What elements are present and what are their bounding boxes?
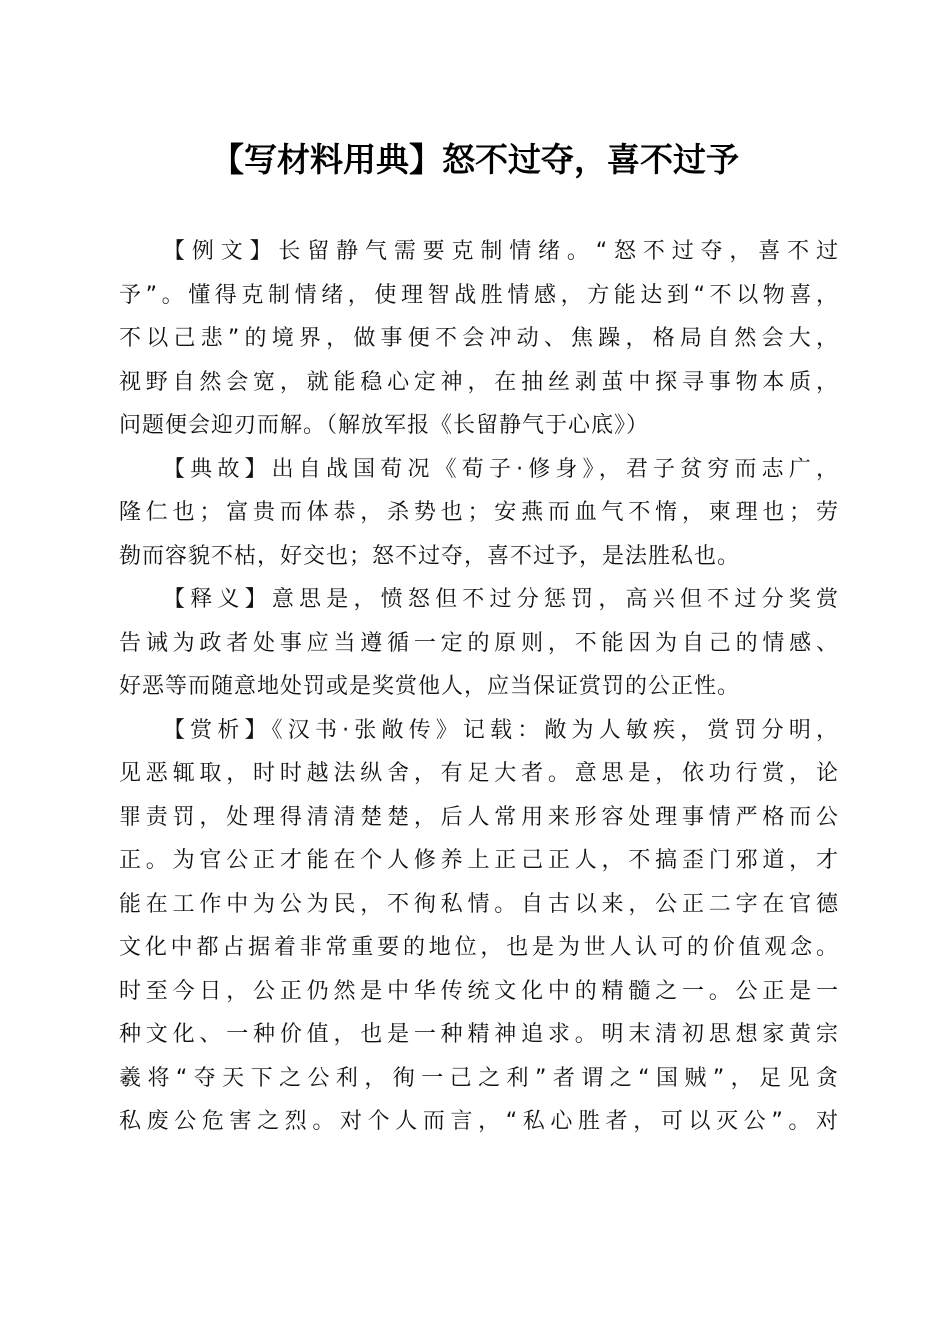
paragraph-meaning (119, 578, 839, 709)
paragraph-line: 文化中都占据着非常重要的地位，也是为世人认可的价值观念。 (119, 935, 839, 960)
paragraph-line: 【释义】意思是，愤怒但不过分惩罚，高兴但不过分奖赏 (163, 587, 839, 612)
paragraph-line: 告诫为政者处事应当遵循一定的原则，不能因为自己的情感、 (119, 630, 839, 656)
paragraph-line: 不以己悲”的境界，做事便不会冲动、焦躁，格局自然会大， (119, 326, 839, 351)
paragraph-line: 视野自然会宽，就能稳心定神，在抽丝剥茧中探寻事物本质， (119, 369, 839, 395)
paragraph-line: 【赏析】《汉书·张敞传》记载：敞为人敏疾，赏罚分明， (163, 717, 839, 743)
paragraph-line: 种文化、一种价值，也是一种精神追求。明末清初思想家黄宗 (119, 1022, 839, 1047)
paragraph-allusion (119, 448, 839, 579)
document-title: 【写材料用典】怒不过夺，喜不过予 (211, 140, 739, 179)
paragraph-line: 正。为官公正才能在个人修养上正己正人，不搞歪门邪道，才 (119, 848, 839, 873)
paragraph-line: 罪责罚，处理得清清楚楚，后人常用来形容处理事情严格而公 (119, 804, 839, 830)
paragraph-line: 见恶辄取，时时越法纵舍，有足大者。意思是，依功行赏，论 (119, 761, 839, 786)
paragraph-line: 隆仁也；富贵而体恭，杀势也；安燕而血气不惰，柬理也；劳 (119, 500, 839, 525)
paragraph-line: 【例文】长留静气需要克制情绪。“怒不过夺，喜不过 (163, 239, 839, 264)
paragraph-line: 能在工作中为公为民，不徇私情。自古以来，公正二字在官德 (119, 891, 839, 917)
paragraph-analysis (119, 709, 839, 1144)
paragraph-line: 好恶等而随意地处罚或是奖赏他人，应当保证赏罚的公正性。 (119, 674, 741, 699)
paragraph-line: 问题便会迎刃而解。（解放军报《长留静气于心底》） (119, 413, 650, 438)
document-body (119, 230, 839, 1144)
paragraph-example (119, 230, 839, 448)
paragraph-line: 【典故】出自战国荀况《荀子·修身》，君子贫穷而志广， (163, 456, 839, 482)
paragraph-line: 勌而容貌不枯，好交也；怒不过夺，喜不过予，是法胜私也。 (119, 543, 741, 569)
paragraph-line: 予”。懂得克制情绪，使理智战胜情感，方能达到“不以物喜， (119, 282, 839, 308)
paragraph-line: 羲将“夺天下之公利，徇一己之利”者谓之“国贼”，足见贪 (119, 1065, 839, 1091)
paragraph-line: 时至今日，公正仍然是中华传统文化中的精髓之一。公正是一 (119, 978, 839, 1004)
paragraph-line: 私废公危害之烈。对个人而言，“私心胜者，可以灭公”。对 (119, 1109, 839, 1134)
